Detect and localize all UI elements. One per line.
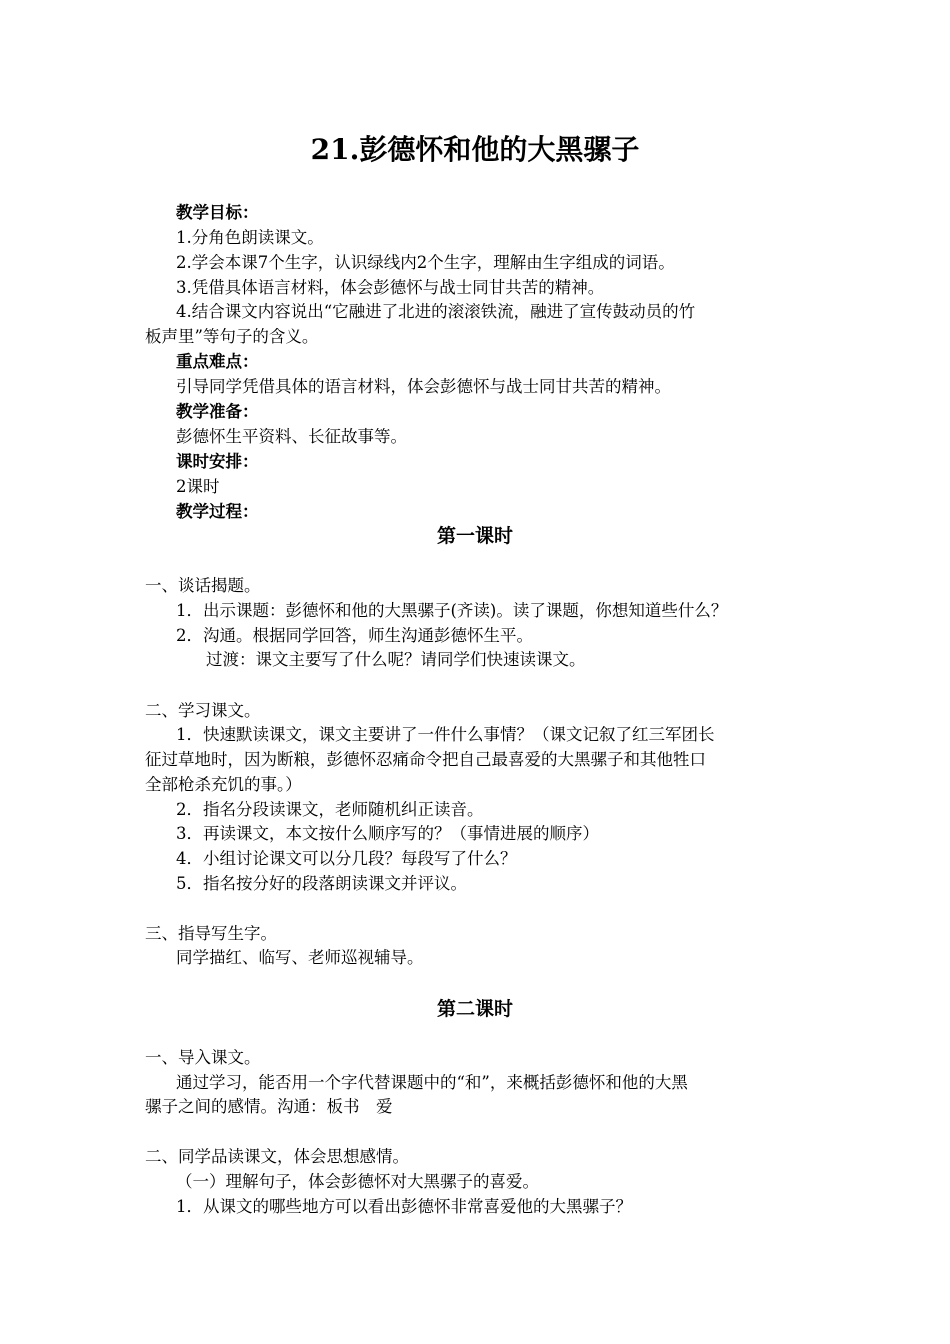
transition-text: 过渡：课文主要写了什么呢？请同学们快速读课文。 xyxy=(206,650,586,669)
list-item: 3．再读课文，本文按什么顺序写的？（事情进展的顺序） xyxy=(176,824,599,843)
lesson2-part2-heading: 二、同学品读课文，体会思想感情。 xyxy=(145,1147,409,1166)
sub-heading: （一）理解句子，体会彭德怀对大黑骡子的喜爱。 xyxy=(176,1172,539,1191)
lesson1-part1-heading: 一、谈话揭题。 xyxy=(145,576,261,595)
lesson1-title: 第一课时 xyxy=(436,525,513,547)
schedule-heading: 课时安排： xyxy=(176,452,259,471)
goal-item: 1.分角色朗读课文。 xyxy=(176,228,324,247)
preparation-heading: 教学准备： xyxy=(176,402,259,421)
list-item: 4．小组讨论课文可以分几段？每段写了什么？ xyxy=(176,849,517,868)
goal-item: 3.凭借具体语言材料，体会彭德怀与战士同甘共苦的精神。 xyxy=(176,278,605,297)
document-title: 21.彭德怀和他的大黑骡子 xyxy=(310,133,640,166)
paragraph-line: 通过学习，能否用一个字代替课题中的“和”，来概括彭德怀和他的大黑 xyxy=(176,1073,688,1092)
lesson1-part2-heading: 二、学习课文。 xyxy=(145,701,261,720)
list-item: 1．从课文的哪些地方可以看出彭德怀非常喜爱他的大黑骡子？ xyxy=(176,1197,632,1216)
list-item-continued: 征过草地时，因为断粮，彭德怀忍痛命令把自己最喜爱的大黑骡子和其他牲口 xyxy=(145,750,706,769)
key-points-text: 引导同学凭借具体的语言材料，体会彭德怀与战士同甘共苦的精神。 xyxy=(176,377,671,396)
paragraph-line-continued: 骡子之间的感情。沟通：板书 爱 xyxy=(145,1097,393,1116)
key-points-heading: 重点难点： xyxy=(176,352,259,371)
goal-item: 4.结合课文内容说出“它融进了北进的滚滚铁流，融进了宣传鼓动员的竹 xyxy=(176,302,696,321)
list-item: 2．沟通。根据同学回答，师生沟通彭德怀生平。 xyxy=(176,626,533,645)
list-item-continued: 全部枪杀充饥的事。） xyxy=(145,775,302,794)
goals-heading: 教学目标： xyxy=(176,203,259,222)
goal-item-continued: 板声里”等句子的含义。 xyxy=(145,327,319,346)
list-item: 1．快速默读课文，课文主要讲了一件什么事情？（课文记叙了红三军团长 xyxy=(176,725,715,744)
list-item: 2．指名分段读课文，老师随机纠正读音。 xyxy=(176,800,484,819)
list-item: 1．出示课题：彭德怀和他的大黑骡子(齐读)。读了课题，你想知道些什么？ xyxy=(176,601,728,620)
goal-item: 2.学会本课7个生字，认识绿线内2个生字，理解由生字组成的词语。 xyxy=(176,253,675,272)
list-item: 同学描红、临写、老师巡视辅导。 xyxy=(176,948,424,967)
schedule-text: 2课时 xyxy=(176,477,220,496)
preparation-text: 彭德怀生平资料、长征故事等。 xyxy=(176,427,407,446)
process-heading: 教学过程： xyxy=(176,502,259,521)
lesson2-title: 第二课时 xyxy=(436,998,513,1020)
lesson2-part1-heading: 一、导入课文。 xyxy=(145,1048,261,1067)
lesson1-part3-heading: 三、指导写生字。 xyxy=(145,924,277,943)
list-item: 5．指名按分好的段落朗读课文并评议。 xyxy=(176,874,467,893)
